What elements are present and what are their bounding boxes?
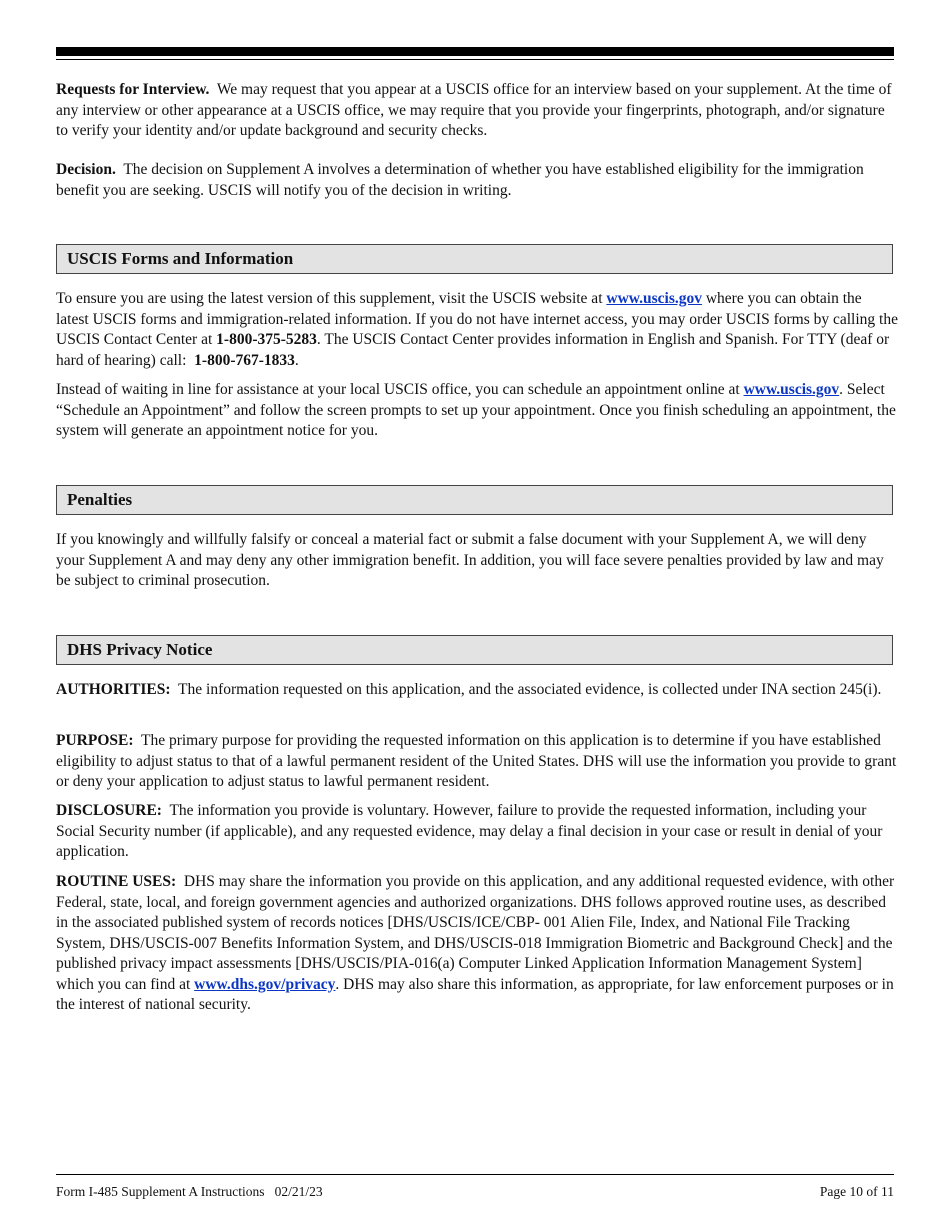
privacy-disclosure [56,801,898,863]
interview-paragraph [56,80,898,142]
footer-page-number: Page 10 of 11 [819,1184,894,1199]
section-title-penalties: Penalties [56,485,893,515]
uscis-website-link[interactable]: www.uscis.gov [606,290,702,307]
forms-info-paragraph-1 [56,289,898,371]
tty-phone: 1-800-767-1833 [194,351,295,369]
forms-info-paragraph-2 [56,380,898,442]
forms-info-text: . [294,351,299,369]
interview-text: We may request that you appear at a USCIS office for an interview based on your supplement. At the time of any interview or other appearance at a USCIS office, we may require that you provide your fingerprints, photograph, and/or signature to verify your identity and/or update background and security checks. [56,81,892,139]
contact-center-phone: 1-800-375-5283 [216,331,317,348]
privacy-authorities [56,680,898,701]
decision-heading: Decision. [56,161,116,178]
uscis-appointment-link[interactable]: www.uscis.gov [743,381,840,398]
authorities-text: The information requested on this application, and the associated evidence, is collected under INA section 245(i). [178,681,882,698]
section-title-privacy: DHS Privacy Notice [56,635,893,665]
disclosure-label: DISCLOSURE: [56,802,162,819]
forms-info-text: To ensure you are using the latest version of this supplement, visit the USCIS website at [56,290,603,307]
dhs-privacy-link[interactable]: www.dhs.gov/privacy [194,975,336,993]
forms-info-text: Instead of waiting in line for assistance at your local USCIS office, you can schedule an appointment online at [56,381,740,398]
section-title-forms-info: USCIS Forms and Information [56,244,893,274]
decision-text: The decision on Supplement A involves a determination of whether you have established eligibility for the immigration benefit you are seeking. USCIS will notify you of the decision in writing. [56,161,864,199]
interview-heading: Requests for Interview. [56,81,210,98]
forms-info-text: . The USCIS Contact Center provides information in English and Spanish. For TTY (deaf or hard of hearing) call: [56,331,890,369]
header-rule-thin [56,59,894,60]
header-rule-thick [56,47,894,56]
forms-info-text: where you can obtain the latest USCIS forms and immigration-related information. If you do not have internet access, you may order USCIS forms by calling the USCIS Contact Center at [56,290,898,348]
purpose-label: PURPOSE: [56,732,134,749]
authorities-label: AUTHORITIES: [56,681,171,698]
penalties-paragraph [56,530,898,592]
decision-paragraph [56,160,898,201]
privacy-routine-uses [56,872,898,1016]
footer-form-name: Form I-485 Supplement A Instructions 02/21/23 [56,1184,323,1199]
forms-info-text: . Select “Schedule an Appointment” and follow the screen prompts to set up your appointment. Once you finish scheduling an appointment, the system will generate an appointment notice for you. [56,381,896,439]
privacy-purpose [56,731,898,793]
disclosure-text: The information you provide is voluntary. However, failure to provide the requested information, including your Social Security number (if applicable), and any requested evidence, may delay a final decision in your case or result in denial of your application. [56,802,883,860]
routine-text-end: . DHS may also share this information, as appropriate, for law enforcement purposes or in the interest of national security. [56,975,894,1013]
penalties-text: If you knowingly and willfully falsify or conceal a material fact or submit a false document with your Supplement A, we will deny your Supplement A and may deny any other immigration benefit. In addition, you will face severe penalties provided by law and may be subject to criminal prosecution. [56,531,884,589]
footer-rule [56,1174,894,1175]
routine-label: ROUTINE USES: [56,873,177,890]
routine-text: DHS may share the information you provide on this application, and any additional requested evidence, with other Federal, state, local, and foreign government agencies and authorized organizations. DHS follows approved routine uses, as described in the associated published system of records notices [DHS/USCIS/ICE/CBP- 001 Alien File, Index, and National File Tracking System, DHS/USCIS-007 Benefits Information System, and DHS/USCIS-018 Immigration Biometric and Background Check] and the published privacy impact assessments [DHS/USCIS/PIA-016(a) Computer Linked Application Information Management System] which you can find at [56,873,895,993]
purpose-text: The primary purpose for providing the requested information on this application is to determine if you have established eligibility to adjust status to that of a lawful permanent resident of the United States. DHS will use the information you provide to grant or deny your application to adjust status to lawful permanent resident. [56,732,897,790]
